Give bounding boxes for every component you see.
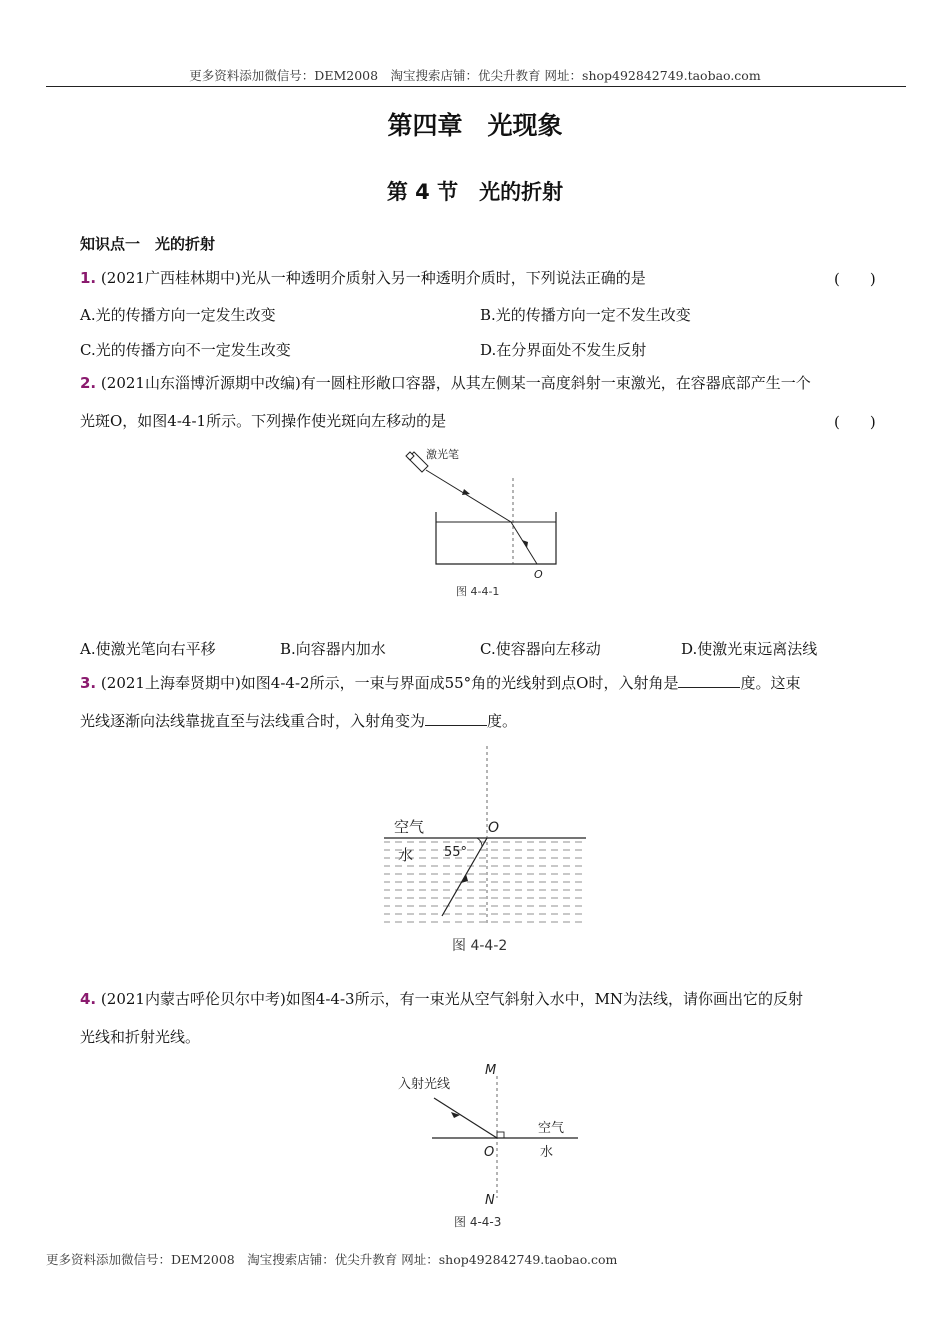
question-1-stem — [80, 268, 646, 288]
laser-pen-icon — [406, 452, 428, 472]
right-angle-mark — [497, 1132, 504, 1138]
laser-pen-label: 激光笔 — [426, 448, 459, 461]
container — [436, 512, 556, 564]
laser-beam — [426, 470, 537, 564]
figure-4-4-3-caption: 图 4-4-3 — [454, 1215, 502, 1229]
question-1-number: 1. — [80, 269, 97, 287]
answer-blank-2[interactable] — [425, 711, 487, 726]
point-o-label: O — [484, 1145, 495, 1160]
air-label: 空气 — [394, 818, 425, 836]
question-2-option-d: D.使激光束远离法线 — [681, 640, 818, 658]
beam-arrow-icon — [462, 489, 470, 495]
question-2-text-line2: 光斑O，如图4-4-1所示。下列操作使光斑向左移动的是 — [80, 412, 447, 430]
question-2-text-line1: (2021山东淄博沂源期中改编)有一圆柱形敞口容器，从其左侧某一高度斜射一束激光，在容器底部产生一个 — [100, 374, 811, 392]
figure-4-4-3 — [392, 1058, 592, 1234]
question-2-option-c: C.使容器向左移动 — [480, 640, 601, 658]
question-3-text-b: 度。这束 — [740, 674, 801, 692]
figure-4-4-2-caption: 图 4-4-2 — [452, 938, 508, 954]
question-2-answer-bracket: ( ) — [834, 413, 876, 431]
question-1-option-a: A.光的传播方向一定发生改变 — [80, 306, 276, 324]
question-1-answer-bracket: ( ) — [834, 270, 876, 288]
water-region — [384, 838, 586, 926]
air-label: 空气 — [538, 1121, 565, 1136]
question-1-text: (2021广西桂林期中)光从一种透明介质射入另一种透明介质时，下列说法正确的是 — [100, 269, 646, 287]
point-n-label: N — [485, 1193, 495, 1208]
question-4-text-line2: 光线和折射光线。 — [80, 1028, 201, 1046]
chapter-title: 第四章 光现象 — [387, 111, 563, 140]
question-4-text-line1: (2021内蒙古呼伦贝尔中考)如图4-4-3所示，有一束光从空气斜射入水中，MN为法线，请你画出它的反射 — [100, 990, 804, 1008]
question-2-option-b: B.向容器内加水 — [280, 640, 386, 658]
figure-4-4-1 — [400, 442, 580, 612]
point-o-label: O — [534, 568, 543, 581]
water-label: 水 — [398, 846, 414, 864]
question-3-stem-line2 — [80, 711, 517, 731]
point-o-label: O — [488, 820, 500, 836]
question-1-option-d: D.在分界面处不发生反射 — [480, 341, 647, 359]
incident-ray-label: 入射光线 — [398, 1077, 451, 1092]
incident-ray — [434, 1098, 497, 1138]
footer-note: 更多资料添加微信号：DEM2008 淘宝搜索店铺：优尖升教育 网址：shop492842749.taobao.com — [46, 1252, 618, 1267]
question-3-number: 3. — [80, 674, 97, 692]
question-3-text-d: 度。 — [487, 712, 518, 730]
question-4-number: 4. — [80, 990, 97, 1008]
question-3-stem-line1 — [80, 673, 800, 693]
angle-label: 55° — [444, 845, 468, 860]
answer-blank-1[interactable] — [678, 673, 740, 688]
question-3-text-c: 光线逐渐向法线靠拢直至与法线重合时，入射角变为 — [80, 712, 426, 730]
header-note: 更多资料添加微信号：DEM2008 淘宝搜索店铺：优尖升教育 网址：shop492842749.taobao.com — [189, 68, 761, 83]
point-m-label: M — [485, 1063, 497, 1078]
beam-arrow-icon-2 — [522, 540, 528, 548]
question-3-text-a: (2021上海奉贤期中)如图4-4-2所示，一束与界面成55°角的光线射到点O时，入射角是 — [100, 674, 679, 692]
knowledge-point-heading: 知识点一 光的折射 — [80, 235, 216, 253]
header-rule — [46, 86, 906, 87]
question-2-number: 2. — [80, 374, 97, 392]
question-1-option-c: C.光的传播方向不一定发生改变 — [80, 341, 291, 359]
figure-4-4-2 — [382, 742, 592, 962]
question-1-option-b: B.光的传播方向一定不发生改变 — [480, 306, 691, 324]
water-label: 水 — [540, 1145, 554, 1160]
figure-4-4-1-caption: 图 4-4-1 — [456, 585, 500, 598]
ray-arrow-icon — [451, 1112, 460, 1118]
section-title: 第 4 节 光的折射 — [386, 180, 564, 204]
question-4-stem — [80, 989, 803, 1009]
question-2-stem — [80, 373, 811, 393]
question-2-option-a: A.使激光笔向右平移 — [80, 640, 216, 658]
